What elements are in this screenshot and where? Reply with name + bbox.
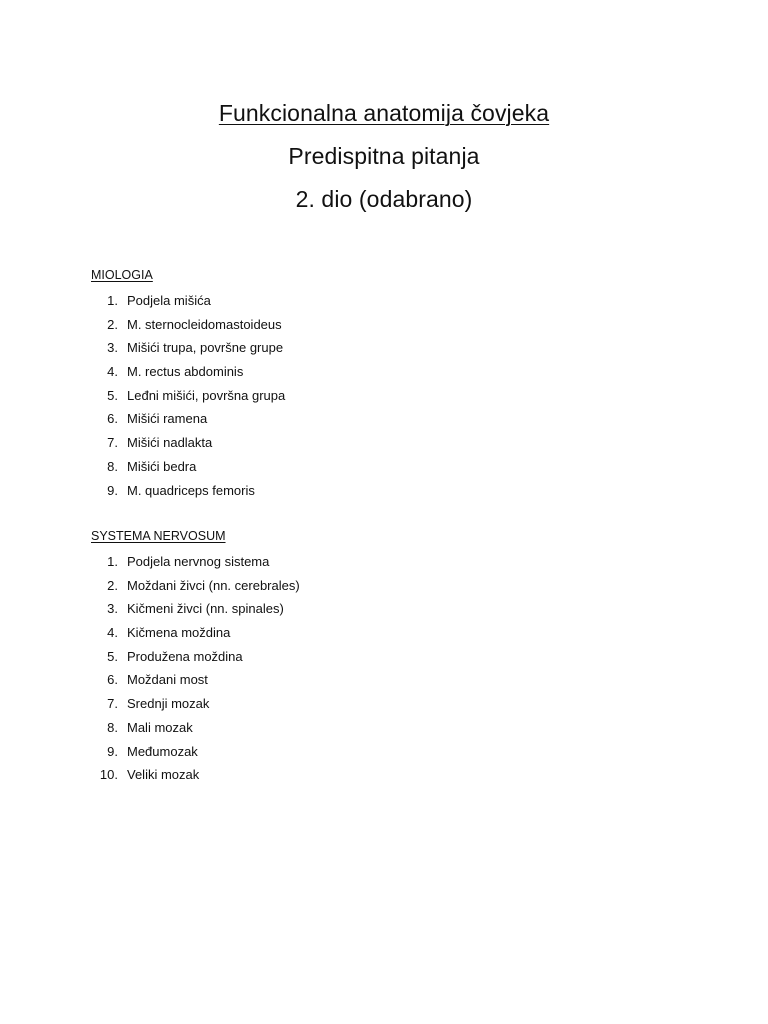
list-item (91, 431, 285, 455)
item-number: 4. (107, 625, 118, 641)
item-number: 4. (107, 364, 118, 380)
document-title: Funkcionalna anatomija čovjeka (218, 100, 550, 126)
item-text: Moždani živci (nn. cerebrales) (127, 577, 300, 593)
item-text: Podjela mišića (127, 293, 211, 308)
item-text: Mišići nadlakta (127, 435, 213, 451)
list-item (91, 716, 300, 740)
item-number: 2. (107, 316, 118, 332)
item-text: Kičmeni živci (nn. spinales) (127, 601, 284, 617)
list-item (91, 455, 285, 479)
list-item (91, 384, 285, 408)
item-text: Podjela nervnog sistema (127, 554, 270, 569)
list-item (91, 574, 300, 598)
item-text: Srednji mozak (127, 696, 210, 712)
item-number: 3. (107, 340, 118, 356)
list-item (91, 289, 285, 313)
item-number: 1. (107, 293, 118, 308)
item-number: 10. (99, 767, 118, 783)
item-text: Moždani most (127, 672, 208, 688)
item-text: Međumozak (127, 743, 198, 759)
item-number: 9. (107, 743, 118, 759)
item-text: Leđni mišići, površna grupa (127, 387, 286, 403)
list-item (91, 740, 300, 764)
section-systema-nervosum (91, 526, 300, 787)
item-number: 5. (107, 387, 118, 403)
item-text: Kičmena moždina (127, 625, 231, 641)
list-item (91, 668, 300, 692)
item-text: Produžena moždina (127, 648, 243, 664)
item-number: 8. (107, 458, 118, 474)
item-text: M. rectus abdominis (127, 364, 244, 380)
list-item (91, 407, 285, 431)
list-item (91, 360, 285, 384)
item-number: 3. (107, 601, 118, 617)
item-number: 7. (107, 435, 118, 451)
item-number: 8. (107, 719, 118, 735)
item-number: 1. (107, 554, 118, 569)
item-text: Mišići bedra (127, 458, 197, 474)
list-item (91, 763, 300, 787)
item-number: 6. (107, 411, 118, 427)
section-heading: MIOLOGIA (91, 268, 153, 282)
list-item (91, 597, 300, 621)
item-text: M. sternocleidomastoideus (127, 316, 282, 332)
document-subtitle: Predispitna pitanja (288, 143, 480, 169)
title-block (0, 92, 768, 221)
list-item (91, 550, 300, 574)
item-number: 7. (107, 696, 118, 712)
list-item (91, 336, 285, 360)
item-text: Mišići trupa, površne grupe (127, 340, 284, 356)
list-item (91, 479, 285, 503)
item-text: Mišići ramena (127, 411, 208, 427)
question-list (91, 550, 300, 787)
list-item (91, 692, 300, 716)
item-number: 5. (107, 648, 118, 664)
section-heading: SYSTEMA NERVOSUM (91, 529, 226, 543)
item-number: 9. (107, 482, 118, 498)
section-miologia (91, 265, 285, 502)
list-item (91, 645, 300, 669)
list-item (91, 621, 300, 645)
item-number: 6. (107, 672, 118, 688)
item-text: Mali mozak (127, 719, 193, 735)
document-part-label: 2. dio (odabrano) (295, 186, 473, 212)
question-list (91, 289, 285, 502)
item-text: M. quadriceps femoris (127, 482, 255, 498)
item-number: 2. (107, 577, 118, 593)
item-text: Veliki mozak (127, 767, 200, 783)
list-item (91, 313, 285, 337)
